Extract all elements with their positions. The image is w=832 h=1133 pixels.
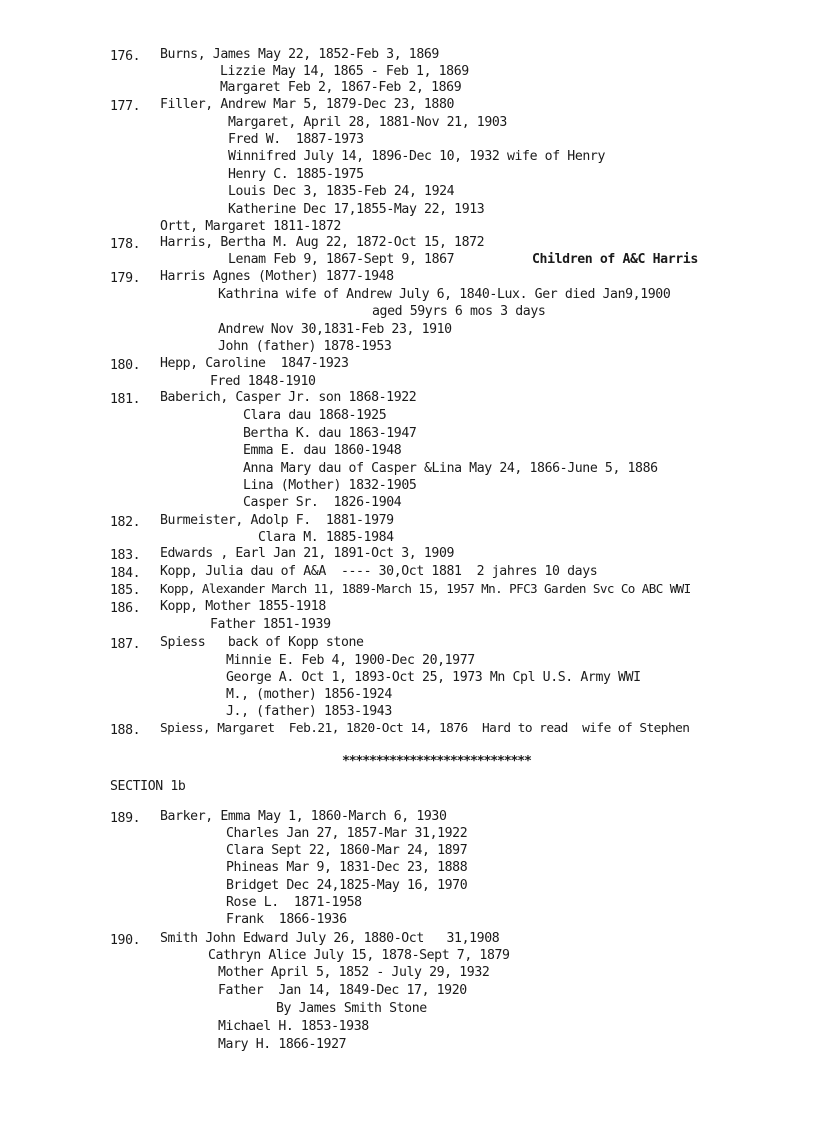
- entry-number: 178.: [110, 237, 141, 252]
- entry-text: Henry C. 1885-1975: [228, 167, 364, 182]
- entry-number: 190.: [110, 933, 141, 948]
- entry-text: Spiess back of Kopp stone: [160, 635, 364, 650]
- entry-text: Edwards , Earl Jan 21, 1891-Oct 3, 1909: [160, 546, 455, 561]
- entry-text: Cathryn Alice July 15, 1878-Sept 7, 1879: [208, 948, 510, 963]
- entry-number: 177.: [110, 99, 141, 114]
- entry-text: Emma E. dau 1860-1948: [243, 443, 402, 458]
- entry-text: Mary H. 1866-1927: [218, 1037, 347, 1052]
- entry-text: Father Jan 14, 1849-Dec 17, 1920: [218, 983, 467, 998]
- entry-number: 186.: [110, 601, 141, 616]
- entry-text: Fred W. 1887-1973: [228, 132, 364, 147]
- entry-text: Winnifred July 14, 1896-Dec 10, 1932 wife of Henry: [228, 149, 605, 164]
- entry-text: Father 1851-1939: [210, 617, 331, 632]
- entry-text: Baberich, Casper Jr. son 1868-1922: [160, 390, 417, 405]
- entry-number: 183.: [110, 548, 141, 563]
- entry-text: Lenam Feb 9, 1867-Sept 9, 1867: [228, 252, 455, 267]
- entry-text: Harris, Bertha M. Aug 22, 1872-Oct 15, 1872: [160, 235, 485, 250]
- entry-text: Filler, Andrew Mar 5, 1879-Dec 23, 1880: [160, 97, 455, 112]
- entry-text: Barker, Emma May 1, 1860-March 6, 1930: [160, 809, 447, 824]
- entry-text: J., (father) 1853-1943: [226, 704, 392, 719]
- entry-text: Burmeister, Adolp F. 1881-1979: [160, 513, 394, 528]
- entry-text: Clara Sept 22, 1860-Mar 24, 1897: [226, 843, 468, 858]
- entry-text: Lizzie May 14, 1865 - Feb 1, 1869: [220, 64, 469, 79]
- entry-text: Charles Jan 27, 1857-Mar 31,1922: [226, 826, 468, 841]
- entry-text: Kathrina wife of Andrew July 6, 1840-Lux. Ger died Jan9,1900: [218, 287, 671, 302]
- section-divider: ****************************: [342, 754, 531, 769]
- entry-number: 179.: [110, 271, 141, 286]
- entry-text: Ortt, Margaret 1811-1872: [160, 219, 341, 234]
- entry-number: 189.: [110, 811, 141, 826]
- entry-text: Kopp, Alexander March 11, 1889-March 15, 1957 Mn. PFC3 Garden Svc Co ABC WWI: [160, 581, 691, 596]
- entry-text: Smith John Edward July 26, 1880-Oct 31,1908: [160, 931, 500, 946]
- entry-text: Spiess, Margaret Feb.21, 1820-Oct 14, 1876 Hard to read wife of Stephen: [160, 721, 690, 736]
- entry-number: 187.: [110, 637, 141, 652]
- entry-text: George A. Oct 1, 1893-Oct 25, 1973 Mn Cpl U.S. Army WWI: [226, 670, 641, 685]
- entry-text: Clara M. 1885-1984: [258, 530, 394, 545]
- entry-text: Margaret Feb 2, 1867-Feb 2, 1869: [220, 80, 462, 95]
- entry-text: Mother April 5, 1852 - July 29, 1932: [218, 965, 490, 980]
- entry-number: 185.: [110, 583, 141, 598]
- entry-text: Hepp, Caroline 1847-1923: [160, 356, 349, 371]
- entry-text: Kopp, Mother 1855-1918: [160, 599, 326, 614]
- entry-text: Lina (Mother) 1832-1905: [243, 478, 417, 493]
- entry-text: M., (mother) 1856-1924: [226, 687, 392, 702]
- entry-number: 188.: [110, 723, 141, 738]
- entry-number: 176.: [110, 49, 141, 64]
- entry-text: Louis Dec 3, 1835-Feb 24, 1924: [228, 184, 455, 199]
- entry-text: By James Smith Stone: [276, 1001, 427, 1016]
- entry-number: 180.: [110, 358, 141, 373]
- entry-text: Children of A&C Harris: [532, 252, 698, 267]
- entry-text: Bridget Dec 24,1825-May 16, 1970: [226, 878, 468, 893]
- entry-text: Fred 1848-1910: [210, 374, 316, 389]
- entry-text: John (father) 1878-1953: [218, 339, 392, 354]
- entry-text: Clara dau 1868-1925: [243, 408, 387, 423]
- section-heading: SECTION 1b: [110, 779, 186, 794]
- entry-text: aged 59yrs 6 mos 3 days: [372, 304, 546, 319]
- entry-text: Casper Sr. 1826-1904: [243, 495, 402, 510]
- entry-text: Phineas Mar 9, 1831-Dec 23, 1888: [226, 860, 468, 875]
- entry-text: Harris Agnes (Mother) 1877-1948: [160, 269, 394, 284]
- entry-number: 182.: [110, 515, 141, 530]
- entry-number: 181.: [110, 392, 141, 407]
- entry-text: Katherine Dec 17,1855-May 22, 1913: [228, 202, 485, 217]
- entry-text: Bertha K. dau 1863-1947: [243, 426, 417, 441]
- entry-text: Kopp, Julia dau of A&A ---- 30,Oct 1881 2 jahres 10 days: [160, 564, 598, 579]
- entry-text: Frank 1866-1936: [226, 912, 347, 927]
- entry-text: Burns, James May 22, 1852-Feb 3, 1869: [160, 47, 439, 62]
- entry-number: 184.: [110, 566, 141, 581]
- entry-text: Minnie E. Feb 4, 1900-Dec 20,1977: [226, 653, 475, 668]
- entry-text: Anna Mary dau of Casper &Lina May 24, 1866-June 5, 1886: [243, 461, 658, 476]
- entry-text: Michael H. 1853-1938: [218, 1019, 369, 1034]
- entry-text: Andrew Nov 30,1831-Feb 23, 1910: [218, 322, 452, 337]
- entry-text: Rose L. 1871-1958: [226, 895, 362, 910]
- entry-text: Margaret, April 28, 1881-Nov 21, 1903: [228, 115, 507, 130]
